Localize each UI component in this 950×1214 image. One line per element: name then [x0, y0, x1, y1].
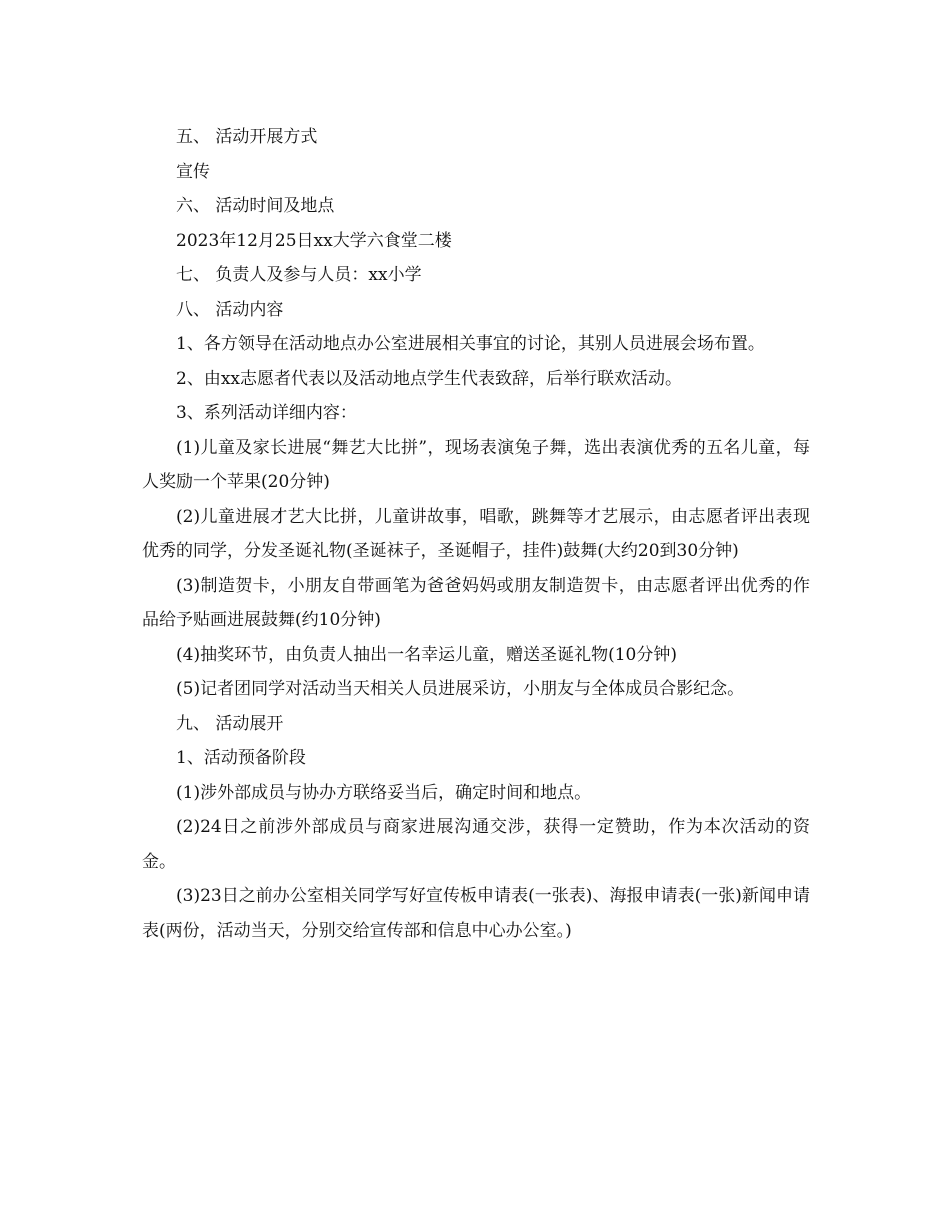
paragraph-content-2: 2、由xx志愿者代表以及活动地点学生代表致辞，后举行联欢活动。: [176, 368, 682, 389]
paragraph-content-3: 3、系列活动详细内容：: [176, 403, 357, 423]
list-item-contact: (1)涉外部成员与协办方联络妥当后，确定时间和地点。: [176, 782, 592, 803]
section-heading-7: 七、 负责人及参与人员：xx小学: [176, 265, 422, 285]
section-heading-8: 八、 活动内容: [176, 299, 284, 320]
list-item-sponsorship: (2)24日之前涉外部成员与商家进展沟通交涉，获得一定赞助，作为本次活动的资金。: [142, 817, 810, 872]
section-heading-9: 九、 活动展开: [176, 713, 284, 734]
list-item-interview: (5)记者团同学对活动当天相关人员进展采访，小朋友与全体成员合影纪念。: [176, 679, 745, 699]
section-heading-5: 五、 活动开展方式: [176, 127, 318, 147]
list-item-talent: (2)儿童进展才艺大比拼，儿童讲故事，唱歌，跳舞等才艺展示，由志愿者评出表现优秀的同学，分发圣诞礼物(圣诞袜子，圣诞帽子，挂件)鼓舞(大约20到30分钟): [142, 506, 810, 561]
paragraph-publicity: 宣传: [176, 161, 210, 182]
paragraph-time-location: 2023年12月25日xx大学六食堂二楼: [176, 230, 452, 251]
paragraph-preparation: 1、活动预备阶段: [176, 748, 306, 768]
paragraph-content-1: 1、各方领导在活动地点办公室进展相关事宜的讨论，其别人员进展会场布置。: [176, 334, 765, 354]
list-item-dance: (1)儿童及家长进展“舞艺大比拼”，现场表演兔子舞，选出表演优秀的五名儿童，每人奖励一个苹果(20分钟): [142, 437, 810, 492]
list-item-lottery: (4)抽奖环节，由负责人抽出一名幸运儿童，赠送圣诞礼物(10分钟): [176, 644, 677, 665]
document-body: [142, 120, 810, 948]
list-item-application: (3)23日之前办公室相关同学写好宣传板申请表(一张表)、海报申请表(一张)新闻申请表(两份，活动当天，分别交给宣传部和信息中心办公室。): [142, 886, 810, 941]
list-item-card: (3)制造贺卡，小朋友自带画笔为爸爸妈妈或朋友制造贺卡，由志愿者评出优秀的作品给予贴画进展鼓舞(约10分钟): [142, 575, 810, 630]
section-heading-6: 六、 活动时间及地点: [176, 196, 335, 216]
